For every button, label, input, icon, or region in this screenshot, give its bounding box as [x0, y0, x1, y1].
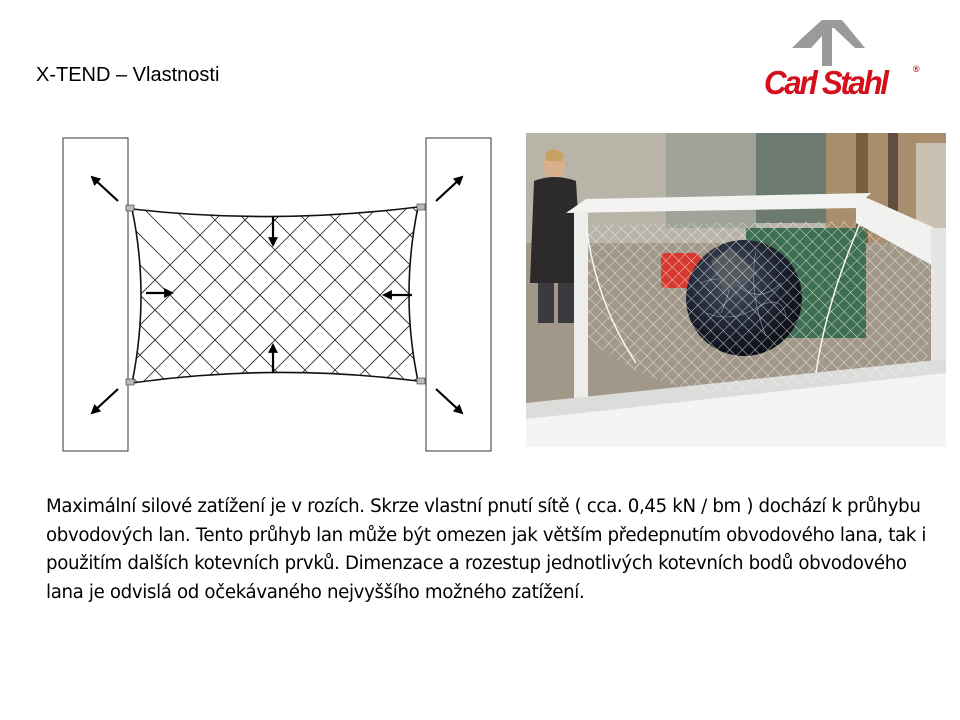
- right-post: [426, 138, 491, 451]
- net-force-diagram: [60, 135, 494, 455]
- logo-registered: ®: [913, 64, 920, 74]
- left-post: [63, 138, 128, 451]
- perimeter-rope: [132, 207, 418, 383]
- logo-text: Carl Stahl: [764, 64, 887, 101]
- test-rig-photo: [526, 133, 946, 447]
- carl-stahl-logo: [760, 16, 925, 100]
- body-paragraph: Maximální silové zatížení je v rozích. Skrze vlastní pnutí sítě ( cca. 0,45 kN / bm ) dochází k průhybu obvodových lan. Tento průhyb lan může být omezen jak větším předepnutím obvodového lana, tak i použitím dalších kotevních prvků. Dimenzace a rozestup jednotlivých kotevních bodů obvodového lana je odvislá od očekávaného nejvyššího možného zatížení.: [46, 496, 927, 603]
- slide-title: X-TEND – Vlastnosti: [36, 64, 220, 86]
